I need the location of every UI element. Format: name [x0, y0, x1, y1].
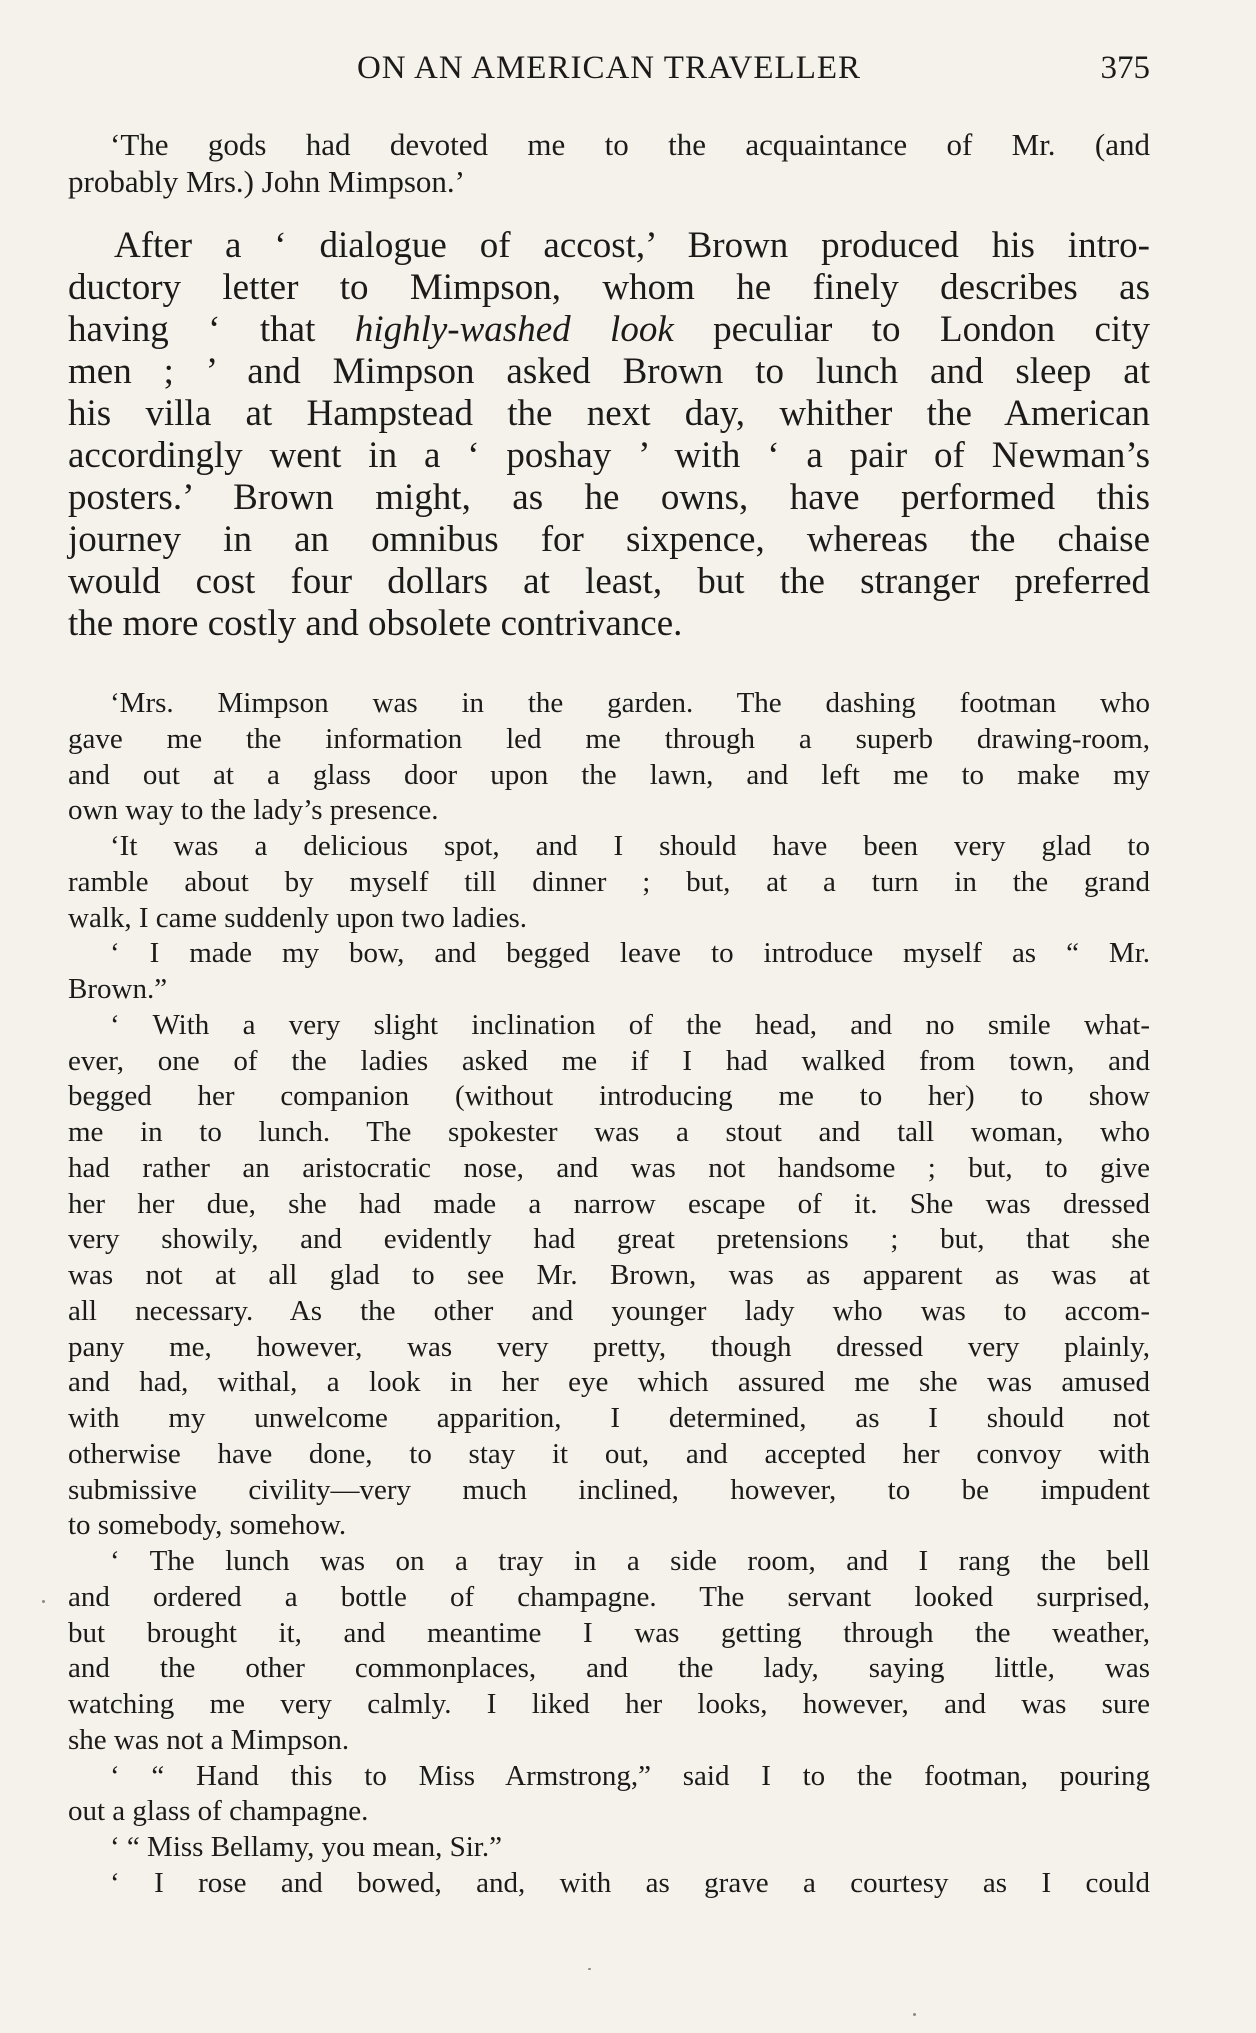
text-line — [68, 477, 1150, 519]
text-run: having ‘ that — [68, 309, 355, 350]
text-run: peculiar to London city — [673, 309, 1150, 350]
text-line: ‘ I rose and bowed, and, with as grave a courtesy as I could — [110, 1866, 1150, 1899]
text-line — [68, 393, 1150, 435]
text-line — [68, 351, 1150, 393]
text-run: ductory letter to Mimpson, whom he finely describes as — [68, 267, 1150, 308]
text-line: and the other commonplaces, and the lady, saying little, was — [68, 1652, 1150, 1685]
text-line: and ordered a bottle of champagne. The servant looked surprised, — [68, 1580, 1150, 1613]
text-line: ‘ The lunch was on a tray in a side room, and I rang the bell — [110, 1545, 1150, 1577]
text-line: to somebody, somehow. — [68, 1509, 347, 1542]
text-line: watching me very calmly. I liked her looks, however, and was sure — [68, 1688, 1150, 1720]
text-line: ‘It was a delicious spot, and I should have been very glad to — [110, 830, 1150, 862]
text-line — [68, 603, 1150, 645]
narrative-paragraph — [68, 225, 1150, 645]
text-line: ‘Mrs. Mimpson was in the garden. The dashing footman who — [110, 687, 1150, 719]
text-line: me in to lunch. The spokester was a stout and tall woman, who — [68, 1116, 1150, 1148]
text-line — [68, 309, 1150, 351]
page-speck — [42, 1600, 45, 1603]
running-title: ON AN AMERICAN TRAVELLER — [356, 50, 862, 86]
text-line: all necessary. As the other and younger lady who was to accom- — [68, 1294, 1150, 1327]
text-line: begged her companion (without introducing me to her) to show — [68, 1080, 1150, 1113]
text-line — [68, 519, 1150, 561]
text-run: accordingly went in a ‘ poshay ’ with ‘ a pair of Newman’s — [68, 435, 1150, 476]
italic-phrase: highly-washed look — [354, 309, 674, 350]
text-line: ‘ “ Miss Bellamy, you mean, Sir.” — [110, 1831, 502, 1863]
text-line — [68, 225, 1150, 267]
text-run: would cost four dollars at least, but the stranger preferred — [68, 561, 1150, 602]
text-run: his villa at Hampstead the next day, whither the American — [68, 393, 1150, 434]
text-line: but brought it, and meantime I was getting through the weather, — [68, 1616, 1150, 1649]
text-run: men ; ’ and Mimpson asked Brown to lunch and sleep at — [68, 351, 1150, 392]
page-header — [68, 50, 1150, 94]
text-run: journey in an omnibus for sixpence, whereas the chaise — [68, 519, 1150, 560]
text-line: with my unwelcome apparition, I determined, as I should not — [68, 1402, 1150, 1434]
quoted-extract — [68, 686, 1150, 1902]
page-speck — [913, 2013, 916, 2016]
text-line: own way to the lady’s presence. — [68, 794, 439, 827]
text-line — [68, 561, 1150, 603]
text-line: submissive civility—very much inclined, however, to be impudent — [68, 1473, 1150, 1506]
text-line: pany me, however, was very pretty, though dressed very plainly, — [68, 1330, 1150, 1363]
text-line: very showily, and evidently had great pretensions ; but, that she — [68, 1223, 1150, 1256]
text-line: Brown.” — [68, 973, 168, 1005]
text-line: and had, withal, a look in her eye which assured me she was amused — [68, 1366, 1150, 1399]
text-line: ever, one of the ladies asked me if I had walked from town, and — [68, 1044, 1150, 1077]
text-run: the more costly and obsolete contrivance. — [68, 603, 683, 644]
text-line: ramble about by myself till dinner ; but, at a turn in the grand — [68, 865, 1150, 898]
text-line: ‘The gods had devoted me to the acquaintance of Mr. (and — [110, 127, 1150, 162]
text-line — [68, 267, 1150, 309]
text-line: and out at a glass door upon the lawn, and left me to make my — [68, 758, 1150, 791]
text-line: probably Mrs.) John Mimpson.’ — [68, 164, 465, 199]
text-line: walk, I came suddenly upon two ladies. — [68, 901, 528, 934]
text-run: After a ‘ dialogue of accost,’ Brown produced his intro- — [114, 225, 1150, 266]
text-line — [68, 435, 1150, 477]
page-number: 375 — [1100, 50, 1150, 86]
text-line: she was not a Mimpson. — [68, 1723, 350, 1756]
text-run: posters.’ Brown might, as he owns, have performed this — [68, 477, 1150, 518]
text-line: otherwise have done, to stay it out, and accepted her convoy with — [68, 1437, 1150, 1470]
text-line: out a glass of champagne. — [68, 1795, 369, 1828]
text-line: ‘ “ Hand this to Miss Armstrong,” said I to the footman, pouring — [110, 1759, 1150, 1792]
opening-quote — [68, 126, 1150, 200]
text-line: gave me the information led me through a superb drawing-room, — [68, 722, 1150, 755]
text-line: her her due, she had made a narrow escape of it. She was dressed — [68, 1187, 1150, 1220]
text-line: ‘ With a very slight inclination of the head, and no smile what- — [110, 1008, 1150, 1041]
text-line: ‘ I made my bow, and begged leave to introduce myself as “ Mr. — [110, 937, 1150, 970]
text-line: had rather an aristocratic nose, and was not handsome ; but, to give — [68, 1151, 1150, 1184]
page-speck — [588, 1968, 591, 1970]
text-line: was not at all glad to see Mr. Brown, was as apparent as was at — [68, 1259, 1150, 1291]
